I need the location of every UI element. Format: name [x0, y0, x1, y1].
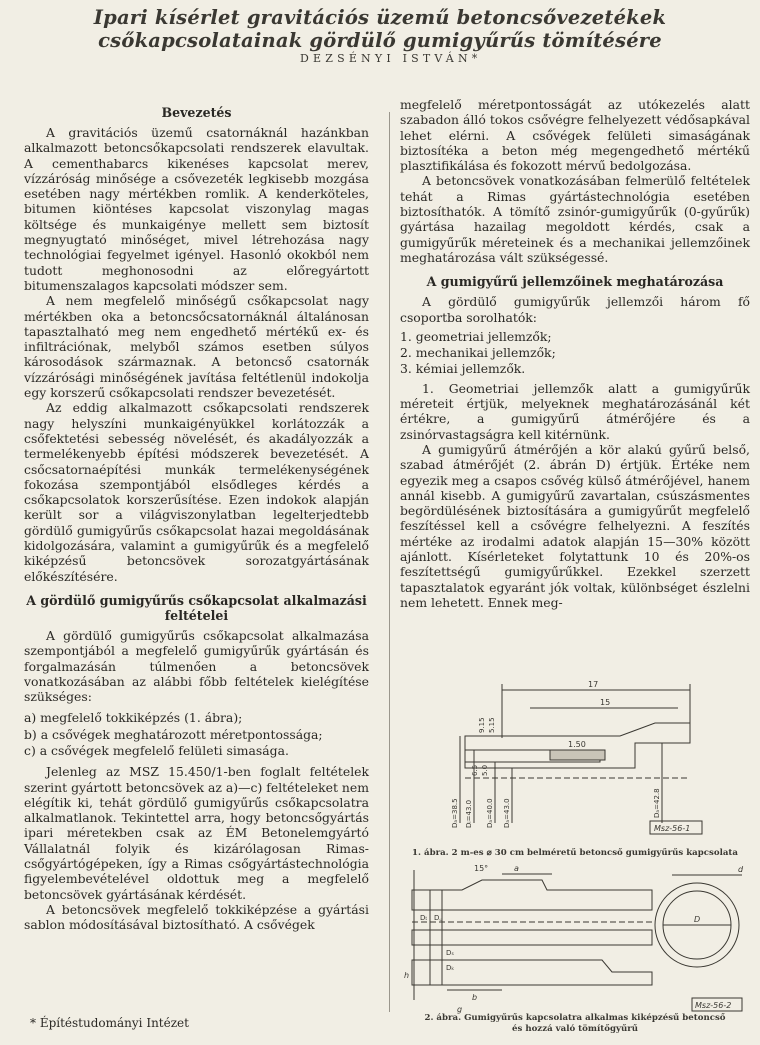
stamp-label: Msz-56-1	[654, 824, 691, 833]
paragraph: megfelelő méretpontosságát az utókezelés alatt szabadon álló tokos csővégre felhelyezett védősapkával lehet elérni. A csővégek felületi simaságának biztosítéka a beton még megengedhető mértékű plasztifikálása és fokozott mérvű bedolgozása.	[400, 97, 750, 174]
label-d: d	[738, 865, 744, 874]
title-line-2: csőkapcsolatainak gördülő gumigyűrűs tömítésére	[98, 29, 662, 52]
label-a: a	[514, 864, 519, 873]
label-Ds: Dₛ	[446, 949, 455, 957]
dim-label: Dₐ=38.5	[451, 798, 459, 828]
author: DEZSÉNYI ISTVÁN*	[300, 52, 482, 65]
footnote: * Építéstudományi Intézet	[30, 1016, 189, 1030]
title-line-1: Ipari kísérlet gravitációs üzemű betoncsővezetékek	[93, 6, 667, 29]
caption-line: és hozzá való tömítőgyűrű	[512, 1024, 638, 1034]
left-column	[24, 96, 369, 933]
label-angle: 15°	[474, 864, 489, 873]
label-h: h	[404, 971, 410, 980]
paragraph: A gumigyűrű átmérőjén a kör alakú gyűrű belső, szabad átmérőjét (2. ábrán D) értjük. Értéke nem egyezik meg a csapos csővég külső átmérőjével, hanem annál kisebb. A gumigyűrű zavartalan, csúszásmentes begördülésének biztosítására a gumigyűrűt megfelelő feszítéssel kell a csővégre felhelyezni. A feszítés mértéke az irodalmi adatok alapján 15—30% között ajánlott. Kísérleteket folytattunk 10 és 20%-os feszítettségű gumigyűrűkkel. Ezekkel szerzett tapasztalatok egyaránt jók voltak, különbséget észlelni nem lehetett. Ennek meg-	[400, 441, 750, 610]
paragraph: A nem megfelelő minőségű csőkapcsolat nagy mértékben oka a betoncsőcsatornáknál általánosan tapasztalható meg nem engedhető mértékű ex- és infiltrációnak, melyből számos esetben súlyos károsodások származnak. A betoncső csatornák vízzárósági minőségének javítása feltétlenül indokolja egy korszerű csőkapcsolati rendszer bevezetését.	[24, 293, 369, 401]
list-item: 1. geometriai jellemzők;	[400, 328, 552, 344]
pipe-wall-outline	[412, 930, 652, 945]
caption-line: 2. ábra. Gumigyűrűs kapcsolatra alkalmas kiképzésű betoncső	[424, 1013, 726, 1023]
list-item: c) a csővégek megfelelő felületi simasága.	[24, 742, 289, 758]
column-divider	[389, 112, 390, 1012]
stamp-label: Msz-56-2	[695, 1001, 732, 1010]
figure-2-pipe-and-ring-drawing	[402, 860, 752, 1015]
paragraph: Az eddig alkalmazott csőkapcsolati rendszerek nagy helyszíni munkaigényükkel korlátozzák a csőfektetési sebesség növelését, és akadályozzák a termelékenyebb építési módszerek bevezetését. A csőcsatornaépítési munkák termelékenységének fokozása szempontjából elsődleges kérdés a csőkapcsolatok korszerűsítése. Ezen indokok alapján került sor a világviszonylatban legelterjedtebb gördülő gumigyűrűs csőkapcsolat hazai megoldásának kidolgozására, valamint a gumigyűrűk és a megfelelő kiképzésű betoncsövek sorozatgyártásának előkészítésére.	[24, 400, 369, 584]
paragraph: A gördülő gumigyűrűs csőkapcsolat alkalmazása szempontjából a megfelelő gumigyűrűk gyártásán és forgalmazásán túlmenően a betoncsövek vonatkozásában az alábbi főbb feltételek kielégítése szükséges:	[24, 627, 369, 705]
list-item: b) a csővégek meghatározott méretpontossága;	[24, 726, 323, 742]
paragraph: A betoncsövek vonatkozásában felmerülő feltételek tehát a Rimas gyártástechnológia esetében biztosíthatók. A tömítő zsinór-gumigyűrűk (0-gyűrűk) gyártása hazailag megoldott kérdés, csak a gumigyűrűk méreteinek és a mechanikai jellemzőinek meghatározása vált szükségessé.	[400, 173, 750, 265]
paragraph: 1. Geometriai jellemzők alatt a gumigyűrűk méreteit értjük, melyeknek meghatározásánál két értékre, a gumigyűrű átmérőjére és a zsinórvastagságra kell kitérnünk.	[400, 380, 750, 442]
list-item: 3. kémiai jellemzők.	[400, 361, 526, 377]
dim-label: 5.0	[481, 764, 489, 776]
dim-label: 1.50	[568, 740, 586, 749]
paragraph: Jelenleg az MSZ 15.450/1-ben foglalt feltételek szerint gyártott betoncsövek az a)—c) feltételeket nem elégítik ki, tehát gördülő gumigyűrűs csőkapcsolatra alkalmatlanok. Tekintettel arra, hogy betoncsőgyártás ipari méretekben csak az ÉM Betonelemgyártó Vállalatnál folyik és kizárólagosan Rimas-csőgyártógépeken, így a Rimas csőgyártástechnológia figyelembevételével oldottuk meg a megfelelő betoncsövek gyártásának kérdését.	[24, 764, 369, 902]
right-column	[400, 97, 750, 610]
dim-label: 15	[600, 698, 611, 707]
pipe-socket-outline	[412, 880, 652, 910]
article-title	[0, 6, 760, 52]
figure-1-pipe-joint-drawing	[440, 678, 710, 843]
dim-label: Dₐ=40.0	[486, 798, 494, 828]
label-Dk: Dₖ	[446, 964, 455, 972]
list-item: 2. mechanikai jellemzők;	[400, 345, 556, 361]
dim-label: Dₐ=43.0	[503, 798, 511, 828]
label-D: D	[694, 915, 701, 924]
label-b: b	[472, 993, 478, 1002]
dim-label: 9.15	[478, 717, 486, 733]
list-item: a) megfelelő tokkiképzés (1. ábra);	[24, 710, 243, 726]
paragraph: A gördülő gumigyűrűk jellemzői három fő csoportba sorolhatók:	[400, 294, 750, 325]
dim-label: Dₐ=42.8	[653, 788, 661, 818]
dim-label: 6.5	[471, 764, 479, 776]
heading-ring-properties: A gumigyűrű jellemzőinek meghatározása	[426, 274, 724, 290]
dim-label: Dᵢ=43.0	[465, 799, 473, 828]
rubber-ring-hatch	[550, 750, 605, 760]
figure-1-caption: 1. ábra. 2 m-es ⌀ 30 cm belméretű betoncső gumigyűrűs kapcsolata	[412, 848, 738, 858]
label-g: g	[457, 1005, 463, 1014]
heading-introduction: Bevezetés	[161, 105, 232, 120]
dim-label: 5.15	[488, 717, 496, 733]
label-Dt: Dₜ	[420, 914, 428, 922]
paragraph: A gravitációs üzemű csatornáknál hazánkban alkalmazott betoncsőkapcsolati rendszerek elavultak. A cementhabarcs kikenéses kapcsolat merev, vízzáróság minősége a csővezeték legkisebb mozgása esetében nagy mértékben romlik. A kenderköteles, bitumen kiöntéses kapcsolat viszonylag magas költsége és munkaigénye mellett sem biztosít megnyugtató minőséget, mivel létrehozása nagy technológiai fegyelmet igényel. Hasonló okokból nem tudott meghonosodni az előregyártott bitumenszalagos kapcsolati módszer sem.	[24, 125, 369, 293]
figure-2-caption	[400, 1013, 750, 1035]
heading-conditions: A gördülő gumigyűrűs csőkapcsolat alkalmazási feltételei	[26, 592, 367, 623]
paragraph: A betoncsövek megfelelő tokkiképzése a gyártási sablon módosításával biztosítható. A csővégek	[24, 901, 369, 933]
dim-label: 17	[588, 680, 599, 689]
label-Dc: D꜀	[434, 914, 442, 922]
